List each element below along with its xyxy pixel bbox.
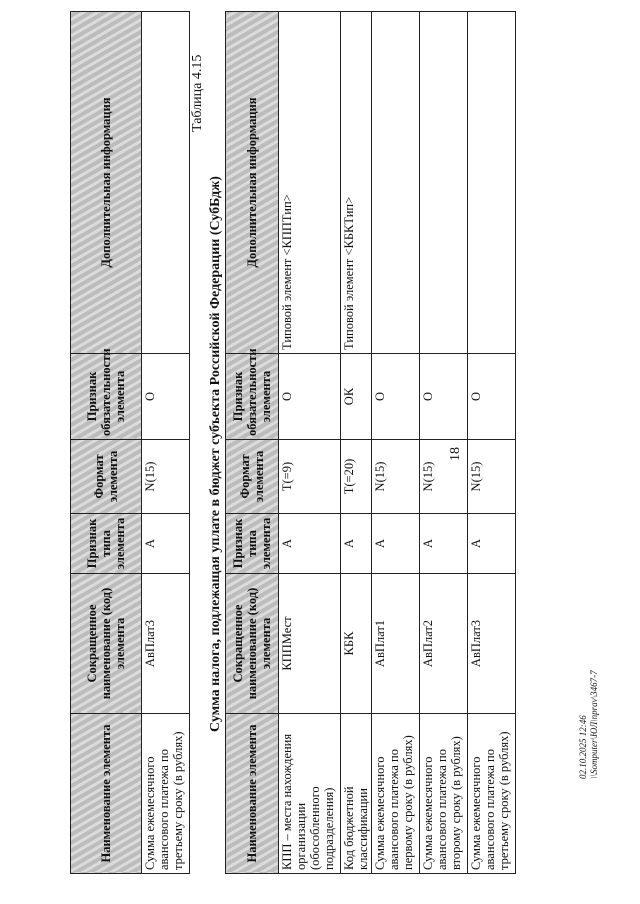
- table-row: [341, 12, 372, 874]
- cell-required-flag: О: [142, 354, 190, 440]
- cell-element-name: Сумма ежемесячного авансового платежа по первому сроку (в рублях): [372, 714, 420, 874]
- cell-required-flag: О: [420, 354, 468, 440]
- cell-type-flag: А: [372, 514, 420, 574]
- cell-element-name: КПП – места нахождения организации (обособленного подразделения): [279, 714, 341, 874]
- cell-additional-info: Типовой элемент <КБКТип>: [341, 12, 372, 354]
- cell-short-name: АвПлат1: [372, 574, 420, 714]
- header-required-flag: Признак обязательности элемента: [71, 354, 142, 440]
- cell-required-flag: О: [468, 354, 516, 440]
- cell-additional-info: [468, 12, 516, 354]
- cell-type-flag: А: [279, 514, 341, 574]
- cell-additional-info: [372, 12, 420, 354]
- cell-format: N(15): [372, 440, 420, 514]
- cell-type-flag: А: [420, 514, 468, 574]
- cell-short-name: АвПлат3: [468, 574, 516, 714]
- table-row: [420, 12, 468, 874]
- cell-format: T(=20): [341, 440, 372, 514]
- table-subject-budget-tax: [225, 11, 516, 874]
- table-row: [372, 12, 420, 874]
- cell-required-flag: ОК: [341, 354, 372, 440]
- cell-additional-info: [142, 12, 190, 354]
- header-element-name: Наименование элемента: [226, 714, 279, 874]
- page-number: 18: [448, 447, 463, 461]
- cell-short-name: КППМест: [279, 574, 341, 714]
- header-format: Формат элемента: [226, 440, 279, 514]
- table-row: [468, 12, 516, 874]
- cell-short-name: КБК: [341, 574, 372, 714]
- cell-short-name: АвПлат2: [420, 574, 468, 714]
- cell-format: N(15): [142, 440, 190, 514]
- cell-format: N(15): [468, 440, 516, 514]
- table-element-continuation: [70, 11, 190, 874]
- cell-format: T(=9): [279, 440, 341, 514]
- cell-type-flag: А: [341, 514, 372, 574]
- header-additional-info: Дополнительная информация: [71, 12, 142, 354]
- header-type-flag: Признак типа элемента: [71, 514, 142, 574]
- cell-required-flag: О: [279, 354, 341, 440]
- table-row: [142, 12, 190, 874]
- cell-element-name: Сумма ежемесячного авансового платежа по второму сроку (в рублях): [420, 714, 468, 874]
- table-label: Таблица 4.15: [190, 54, 205, 132]
- header-format: Формат элемента: [71, 440, 142, 514]
- header-type-flag: Признак типа элемента: [226, 514, 279, 574]
- footer-file-path: \\Somputer\ЮЛ\nprav\3467-7: [589, 670, 599, 779]
- cell-additional-info: [420, 12, 468, 354]
- cell-element-name: Сумма ежемесячного авансового платежа по третьему сроку (в рублях): [142, 714, 190, 874]
- table-row: [279, 12, 341, 874]
- section-title: Сумма налога, подлежащая уплате в бюджет субъекта Российской Федерации (СубБдж): [208, 176, 223, 732]
- cell-required-flag: О: [372, 354, 420, 440]
- header-required-flag: Признак обязательности элемента: [226, 354, 279, 440]
- header-additional-info: Дополнительная информация: [226, 12, 279, 354]
- table-header-row: [71, 12, 142, 874]
- cell-type-flag: А: [468, 514, 516, 574]
- cell-type-flag: А: [142, 514, 190, 574]
- header-short-name: Сокращенное наименование (код) элемента: [226, 574, 279, 714]
- header-short-name: Сокращенное наименование (код) элемента: [71, 574, 142, 714]
- file-stamp-footer: [578, 670, 600, 779]
- table-header-row: [226, 12, 279, 874]
- footer-timestamp: 02.10.2025 12:46: [578, 715, 588, 779]
- cell-element-name: Сумма ежемесячного авансового платежа по третьему сроку (в рублях): [468, 714, 516, 874]
- cell-additional-info: Типовой элемент <КППТип>: [279, 12, 341, 354]
- cell-format: N(15): [420, 440, 468, 514]
- header-element-name: Наименование элемента: [71, 714, 142, 874]
- cell-element-name: Код бюджетной классификации: [341, 714, 372, 874]
- cell-short-name: АвПлат3: [142, 574, 190, 714]
